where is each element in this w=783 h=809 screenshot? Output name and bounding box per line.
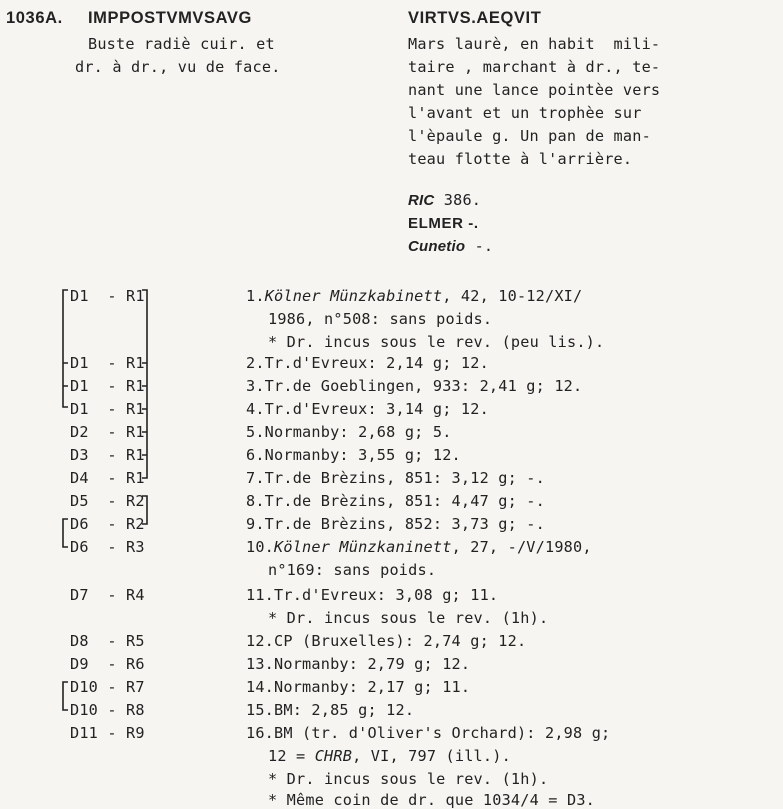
die-pair: D7 - R4 bbox=[70, 586, 145, 604]
die-pair: D10 - R8 bbox=[70, 701, 145, 719]
specimen-entry: 11.Tr.d'Evreux: 3,08 g; 11. bbox=[246, 586, 499, 604]
obverse-desc-line: Buste radiè cuir. et bbox=[88, 35, 275, 53]
die-pair: D9 - R6 bbox=[70, 655, 145, 673]
die-pair: D2 - R1 bbox=[70, 423, 145, 441]
die-pair: D6 - R3 bbox=[70, 538, 145, 556]
specimen-entry: 5.Normanby: 2,68 g; 5. bbox=[246, 423, 452, 441]
die-pair: D1 - R1 bbox=[70, 287, 145, 305]
specimen-note: * Même coin de dr. que 1034/4 = D3. bbox=[268, 791, 596, 809]
specimen-note: * Dr. incus sous le rev. (peu lis.). bbox=[268, 333, 605, 351]
die-pair: D1 - R1 bbox=[70, 400, 145, 418]
specimen-entry-cont: 1986, n°508: sans poids. bbox=[268, 310, 493, 328]
obverse-legend: IMPPOSTVMVSAVG bbox=[88, 9, 252, 27]
ref-ric-value: 386. bbox=[434, 191, 482, 209]
entry-number: 10. bbox=[246, 538, 275, 556]
ref-ric-label: RIC bbox=[408, 192, 435, 209]
reverse-desc-line: l'èpaule g. Un pan de man- bbox=[408, 127, 651, 145]
specimen-entry-cont: n°169: sans poids. bbox=[268, 561, 437, 579]
specimen-entry: 6.Normanby: 3,55 g; 12. bbox=[246, 446, 461, 464]
ref-cunetio-label: Cunetio bbox=[408, 238, 466, 255]
ref-cunetio-value: -. bbox=[465, 237, 494, 255]
die-pair: D4 - R1 bbox=[70, 469, 145, 487]
specimen-entry: 9.Tr.de Brèzins, 852: 3,73 g; -. bbox=[246, 515, 545, 533]
specimen-note: * Dr. incus sous le rev. (1h). bbox=[268, 770, 549, 788]
specimen-entry: 13.Normanby: 2,79 g; 12. bbox=[246, 655, 471, 673]
specimen-entry: 16.BM (tr. d'Oliver's Orchard): 2,98 g; bbox=[246, 724, 611, 742]
specimen-entry bbox=[246, 540, 592, 555]
entry-source-italic: Kölner Münzkabinett bbox=[264, 287, 443, 305]
reverse-desc-line: nant une lance pointèe vers bbox=[408, 81, 661, 99]
entry-detail: , 27, -/V/1980, bbox=[451, 538, 592, 556]
die-pair: D5 - R2 bbox=[70, 492, 145, 510]
entry-source-italic: Kölner Münzkaninett bbox=[274, 538, 452, 556]
specimen-entry: 7.Tr.de Brèzins, 851: 3,12 g; -. bbox=[246, 469, 545, 487]
die-pair: D10 - R7 bbox=[70, 678, 145, 696]
entry-source-italic: CHRB bbox=[314, 747, 353, 765]
bracket-d1-group bbox=[63, 290, 68, 407]
die-pair: D3 - R1 bbox=[70, 446, 145, 464]
specimen-entry: 4.Tr.d'Evreux: 3,14 g; 12. bbox=[246, 400, 489, 418]
die-pair: D8 - R5 bbox=[70, 632, 145, 650]
reverse-desc-line: Mars laurè, en habit mili- bbox=[408, 35, 661, 53]
specimen-entry: 2.Tr.d'Evreux: 2,14 g; 12. bbox=[246, 354, 489, 372]
ref-cunetio bbox=[408, 239, 493, 254]
specimen-entry: 8.Tr.de Brèzins, 851: 4,47 g; -. bbox=[246, 492, 545, 510]
specimen-entry: 3.Tr.de Goeblingen, 933: 2,41 g; 12. bbox=[246, 377, 583, 395]
die-pair: D1 - R1 bbox=[70, 354, 145, 372]
specimen-note: * Dr. incus sous le rev. (1h). bbox=[268, 609, 549, 627]
reverse-desc-line: teau flotte à l'arrière. bbox=[408, 150, 633, 168]
reverse-desc-line: l'avant et un trophèe sur bbox=[408, 104, 642, 122]
entry-number: 1. bbox=[246, 287, 265, 305]
reverse-legend: VIRTVS.AEQVIT bbox=[408, 9, 542, 27]
reverse-desc-line: taire , marchant à dr., te- bbox=[408, 58, 661, 76]
bracket-d6-group bbox=[63, 519, 68, 547]
specimen-entry: 12.CP (Bruxelles): 2,74 g; 12. bbox=[246, 632, 527, 650]
bracket-d10-group bbox=[63, 682, 68, 710]
entry-detail: , VI, 797 (ill.). bbox=[352, 747, 511, 765]
obverse-desc-line: dr. à dr., vu de face. bbox=[75, 58, 281, 76]
specimen-entry bbox=[246, 289, 582, 304]
specimen-entry: 15.BM: 2,85 g; 12. bbox=[246, 701, 415, 719]
ref-elmer: ELMER -. bbox=[408, 215, 479, 232]
catalog-number: 1036A. bbox=[6, 9, 63, 27]
entry-detail: , 42, 10-12/XI/ bbox=[442, 287, 583, 305]
specimen-entry: 14.Normanby: 2,17 g; 11. bbox=[246, 678, 471, 696]
ref-ric bbox=[408, 193, 481, 208]
specimen-entry-cont bbox=[268, 749, 511, 764]
entry-detail: 12 = bbox=[268, 747, 315, 765]
die-pair: D6 - R2 bbox=[70, 515, 145, 533]
die-pair: D11 - R9 bbox=[70, 724, 145, 742]
die-pair: D1 - R1 bbox=[70, 377, 145, 395]
